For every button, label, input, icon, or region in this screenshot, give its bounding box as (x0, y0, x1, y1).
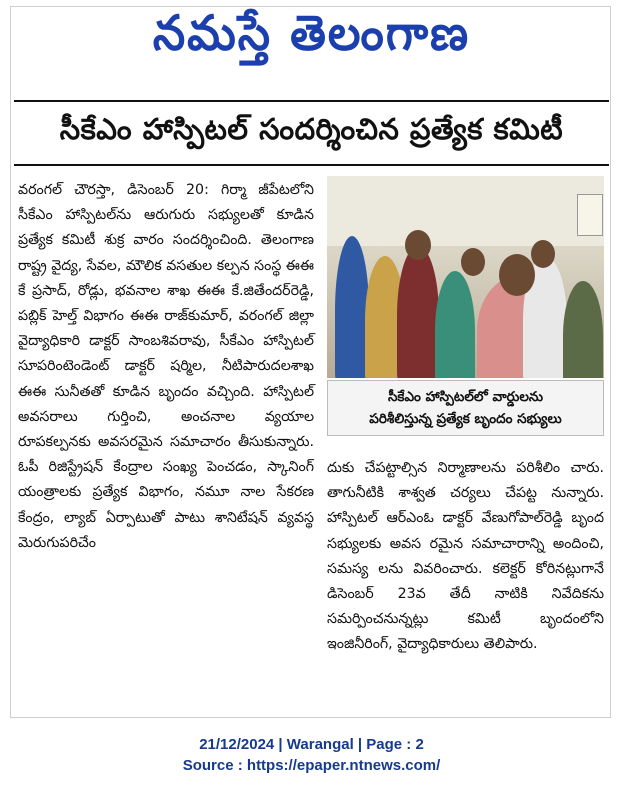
photo-head (461, 248, 485, 276)
article-left-column (18, 178, 314, 556)
photo-person (435, 271, 475, 378)
headline-bottom-rule (14, 164, 609, 166)
photo-person (397, 246, 439, 378)
left-column-text: వరంగల్ చౌరస్తా, డిసెంబర్ 20: గిర్మా జీపేటలోని సీకేఎం హాస్పిటల్‌ను ఆరుగురు సభ్యులతో కూడిన ప్రత్యేక కమిటీ శుక్ర వారం సందర్శించింది. తెలంగాణ రాష్ట్ర వైద్య, సేవల, మౌలిక వసతుల కల్పన సంస్థ ఈఈ కే ప్రసాద్, రోడ్లు, భవనాల శాఖ ఈఈ కే.జితేందర్‌రెడ్డి, పబ్లిక్ హెల్త్ విభాగం ఈఈ రాజ్‌కుమార్, వరంగల్ జిల్లా వైద్యాధికారి డాక్టర్ సాంబశివరావు, సీకేఎం హాస్పిటల్ సూపరింటెండెంట్ డాక్టర్ షర్మిల, నీటిపారుదలశాఖ ఈఈ సునీతతో కూడిన బృందం వచ్చింది. హాస్పిటల్ అవసరాలు గుర్తించి, అంచనాల వ్యయాల రూపకల్పనకు అవసరమైన సమాచారం తీసుకున్నారు. ఓపీ రిజిస్ట్రేషన్ కేంద్రాల సంఖ్య పెంచడం, స్కానింగ్ యంత్రాలకు ప్రత్యేక విభాగం, నమూ నాల సేకరణ కేంద్రం, ల్యాబ్ ఏర్పాటుతో పాటు శానిటేషన్ వ్యవస్థ మెరుగుపరిచేం (18, 182, 314, 551)
masthead-title: నమస్తే తెలంగాణ (152, 4, 471, 62)
photo-caption-line-2: పరిశీలిస్తున్న ప్రత్యేక బృందం సభ్యులు (369, 411, 562, 427)
photo-person (563, 281, 603, 378)
footer-source-line: Source : https://epaper.ntnews.com/ (182, 757, 441, 774)
photo-head (405, 230, 431, 260)
photo-caption-line-1: సీకేఎం హాస్పిటల్‌లో వార్డులను (387, 389, 544, 405)
headline-top-rule (14, 100, 609, 102)
photo-person (335, 236, 369, 378)
article-photo (327, 176, 604, 378)
photo-caption (327, 380, 604, 436)
photo-head (531, 240, 555, 268)
photo-head (499, 254, 535, 296)
right-column-text: దుకు చేపట్టాల్సిన నిర్మాణాలను పరిశీలిం చారు. తాగునీటికి శాశ్వత చర్యలు చేపట్ట నున్నారు. హాస్పిటల్ ఆర్ఎంఓ డాక్టర్ వేణుగోపాల్‌రెడ్డి బృంద సభ్యులకు అవస రమైన సమాచారాన్ని అందించి, సమస్య లను వివరించారు. కలెక్టర్ కోరినట్లుగానే డిసెంబర్ 23వ తేదీ నాటికి నివేదికను సమర్పించనున్నట్లు కమిటీ బృందంలోని ఇంజినీరింగ్, వైద్యాధికారులు తెలిపారు. (327, 460, 604, 653)
photo-notice-board (577, 194, 603, 236)
article-right-column (327, 456, 604, 658)
footer-date-line: 21/12/2024 | Warangal | Page : 2 (199, 736, 424, 753)
photo-wall (327, 176, 604, 246)
article-headline: సీకేఎం హాస్పిటల్ సందర్శించిన ప్రత్యేక కమిటీ (59, 112, 564, 146)
